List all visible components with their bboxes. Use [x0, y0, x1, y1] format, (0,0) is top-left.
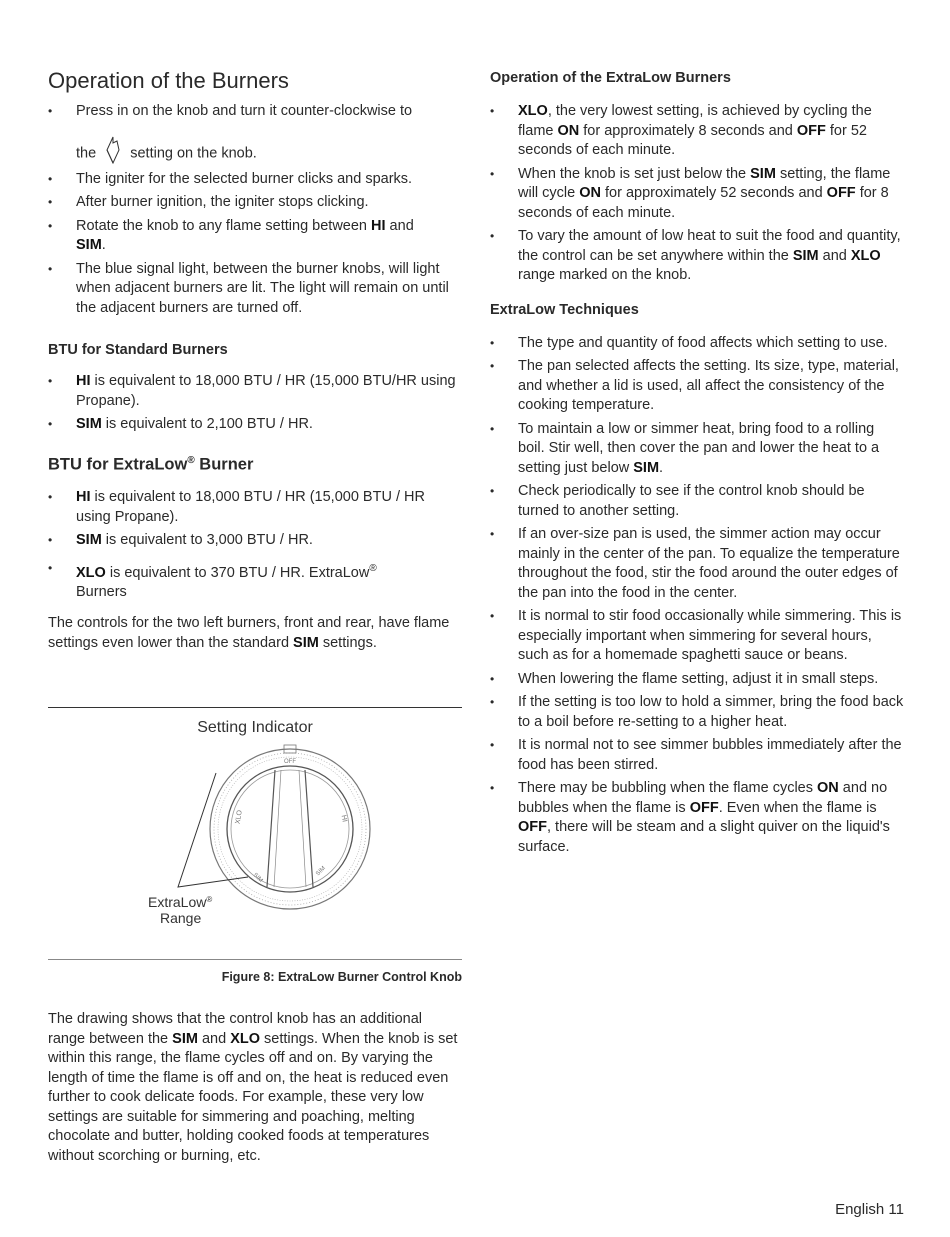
btu-extralow-heading: BTU for ExtraLow® Burner	[48, 454, 254, 473]
list-item: • The pan selected affects the setting. Its size, type, material, and whether a lid is used, all affect the consistency of the cooking temperature.	[490, 357, 904, 416]
knob-xlo-label: XLO	[234, 809, 244, 825]
list-item: • The type and quantity of food affects which setting to use.	[490, 334, 904, 354]
list-item: • XLO is equivalent to 370 BTU / HR. ExtraLow® Burners	[48, 559, 462, 603]
operation-list	[48, 102, 462, 318]
list-item: • After burner ignition, the igniter stops clicking.	[48, 193, 462, 213]
list-item: • SIM is equivalent to 2,100 BTU / HR.	[48, 415, 462, 435]
btu-standard-heading: BTU for Standard Burners	[48, 342, 228, 358]
list-item: • To vary the amount of low heat to suit the food and quantity, the control can be set anywhere within the SIM and XLO range marked on the knob.	[490, 227, 904, 286]
knob-sim-label: SIM	[315, 865, 327, 878]
list-item: • The igniter for the selected burner clicks and sparks.	[48, 170, 462, 190]
extralow-operation-heading: Operation of the ExtraLow Burners	[490, 70, 731, 86]
left-column	[48, 68, 462, 1166]
control-knob-illustration	[48, 737, 462, 947]
knob-hi-label: HI	[339, 814, 348, 823]
list-item: • SIM is equivalent to 3,000 BTU / HR.	[48, 531, 462, 551]
flame-symbol-icon	[104, 136, 122, 164]
list-item: • Rotate the knob to any flame setting between HI and SIM.	[48, 217, 462, 256]
section-title: Operation of the Burners	[48, 68, 289, 93]
right-column	[490, 70, 904, 861]
figure-top-rule	[48, 707, 462, 708]
list-item: • Press in on the knob and turn it counter-clockwise to the setting on the knob.	[48, 102, 462, 168]
list-item: • To maintain a low or simmer heat, bring food to a rolling boil. Stir well, then cover the pan and lower the heat to a setting just below SIM.	[490, 420, 904, 479]
extralow-operation-list	[490, 102, 904, 286]
list-item: • Check periodically to see if the control knob should be turned to another setting.	[490, 482, 904, 521]
list-item: • It is normal to stir food occasionally while simmering. This is especially important when simmering for several hours, such as for a homemade spaghetti sauce or beans.	[490, 607, 904, 666]
range-label: Range	[160, 910, 202, 927]
list-item: • If an over-size pan is used, the simmer action may occur mainly in the center of the pan. To equalize the temperature throughout the food, stir the food around the outer edges of the pan into the food in the center.	[490, 525, 904, 603]
btu-standard-list	[48, 372, 462, 435]
list-item: • When lowering the flame setting, adjust it in small steps.	[490, 670, 904, 690]
list-item: • XLO, the very lowest setting, is achieved by cycling the flame ON for approximately 8 seconds and OFF for 52 seconds of each minute.	[490, 102, 904, 161]
list-item: • When the knob is set just below the SIM setting, the flame will cycle ON for approximately 52 seconds and OFF for 8 seconds of each minute.	[490, 165, 904, 224]
list-item: • HI is equivalent to 18,000 BTU / HR (15,000 BTU / HR using Propane).	[48, 488, 462, 527]
drawing-paragraph: The drawing shows that the control knob has an additional range between the SIM and XLO settings. When the knob is set within this range, the flame cycles off and on. By varying the length of time the flame is off and on, the heat is reduced even further to cook delicate foods. For example, these very low settings are suitable for simmering and poaching, melting chocolate and butter, holding cooked foods at temperatures without scorching or burning, etc.	[48, 1011, 458, 1164]
btu-extralow-list	[48, 488, 462, 602]
techniques-list	[490, 334, 904, 858]
knob-sim-label: SIM	[251, 872, 264, 885]
list-item: • It is normal not to see simmer bubbles immediately after the food has been stirred.	[490, 736, 904, 775]
list-item: • There may be bubbling when the flame cycles ON and no bubbles when the flame is OFF. Even when the flame is OFF, there will be steam and a slight quiver on the liquid's surface.	[490, 779, 904, 857]
knob-off-label: OFF	[284, 759, 296, 766]
list-item: • If the setting is too low to hold a simmer, bring the food back to a boil before re-setting to a higher heat.	[490, 693, 904, 732]
extralow-range-label: ExtraLow®	[148, 894, 213, 911]
controls-paragraph: The controls for the two left burners, front and rear, have flame settings even lower than the standard SIM settings.	[48, 615, 450, 651]
list-item: • HI is equivalent to 18,000 BTU / HR (15,000 BTU/HR using Propane).	[48, 372, 462, 411]
page-number: English 11	[835, 1201, 904, 1218]
setting-indicator-label: Setting Indicator	[197, 719, 313, 737]
techniques-heading: ExtraLow Techniques	[490, 301, 639, 318]
figure	[48, 707, 462, 984]
figure-caption: Figure 8: ExtraLow Burner Control Knob	[221, 970, 462, 985]
figure-bottom-rule	[48, 959, 462, 960]
list-item: • The blue signal light, between the burner knobs, will light when adjacent burners are lit. The light will remain on until the adjacent burners are turned off.	[48, 260, 462, 319]
